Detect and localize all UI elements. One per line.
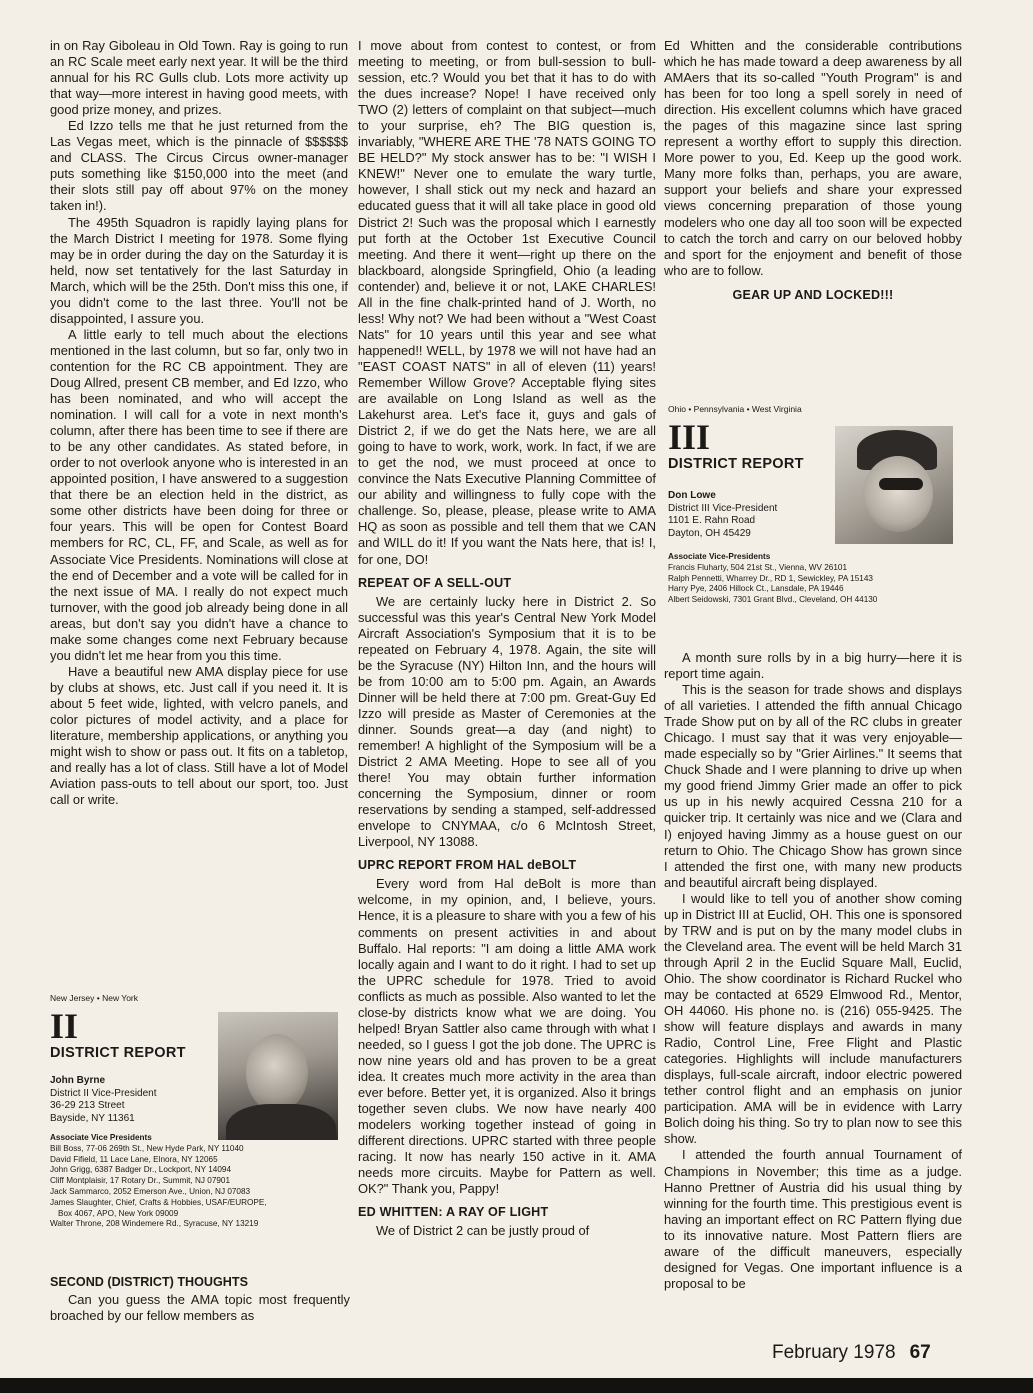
associate-line: David Fifield, 11 Lace Lane, Elnora, NY 12065	[50, 1154, 218, 1164]
district-3-associates-heading: Associate Vice-Presidents	[668, 552, 771, 561]
district-2-vp-title: District II Vice-President	[50, 1087, 157, 1099]
district-2-associates	[50, 1133, 350, 1230]
district-2-numeral: II	[50, 1006, 79, 1046]
gear-up-signoff: GEAR UP AND LOCKED!!!	[732, 287, 894, 302]
page-number: 67	[909, 1342, 931, 1363]
uprc-heading: UPRC REPORT FROM HAL deBOLT	[358, 858, 577, 873]
district-3-paragraph-1: A month sure rolls by in a big hurry—here it is report time again.	[664, 650, 962, 682]
associate-line: John Grigg, 6387 Badger Dr., Lockport, NY 14094	[50, 1165, 231, 1175]
district-2-vp-address-2: Bayside, NY 11361	[50, 1112, 135, 1124]
second-thoughts-heading: SECOND (DISTRICT) THOUGHTS	[50, 1275, 248, 1289]
district-3-states: Ohio • Pennsylvania • West Virginia	[668, 404, 802, 414]
district-3-vp-address-2: Dayton, OH 45429	[668, 527, 751, 539]
district-3-title: DISTRICT REPORT	[668, 456, 804, 472]
associate-line: James Slaughter, Chief, Crafts & Hobbies, USAF/EUROPE,	[50, 1197, 267, 1207]
col2-paragraph-1: I move about from contest to contest, or from meeting to meeting, or from bull-session to bull-session, etc.? Would you bet that it has to do with the dues increase? Nope! I have received only TWO (2) letters of complaint on that subject—much to your surprise, eh? The BIG question is, invariably, "WHERE ARE THE '78 NATS GOING TO BE HELD?" My stock answer has to be: "I WISH I KNEW!" Never one to emulate the wary turtle, however, I shall stick out my neck and hazard an educated guess that it will all take place in good old District 2! Such was the proposal which I earnestly put forth at the October 1st Executive Council meeting. And there it went—right up there on the blackboard, alongside Springfield, Ohio (a leading contender) and, believe it or not, LAKE CHARLES! All in the fine chalk-printed hand of J. Worth, no less! Why not? We had been without a "West Coast Nats" for 10 years until this year and see what happened!! WELL, by 1978 we will not have had an "EAST COAST NATS" in all of eleven (11) years! Remember Willow Grove? Acceptable flying sites are available on Long Island as well as the Lakehurst area. Let's face it, guys and gals of District 2, if we do get the Nats here, we are all going to have to work, work, work. In fact, if we are to get the nod, we must proceed at once to convince the Nats Executive Planning Committee of our ability and willingness to fully cope with the challenge. So, please, please, please write to AMA HQ as soon as possible and tell them that we CAN and WILL do it! If you want the Nats here, that is! I, for one, DO!	[358, 38, 656, 567]
associate-line: Box 4067, APO, New York 09009	[58, 1208, 179, 1218]
district-3-vp-name: Don Lowe	[668, 490, 716, 501]
district-2-states: New Jersey • New York	[50, 993, 139, 1003]
associate-line: Albert Seidowski, 7301 Grant Blvd., Cleveland, OH 44130	[668, 595, 878, 605]
whitten-paragraph: We of District 2 can be justly proud of	[376, 1223, 590, 1239]
district-2-vp-name: John Byrne	[50, 1075, 106, 1086]
bottom-band	[0, 1378, 1033, 1393]
page-footer	[772, 1342, 931, 1364]
column-1	[50, 38, 348, 808]
district-2-title: DISTRICT REPORT	[50, 1045, 186, 1061]
district-3-numeral: III	[668, 417, 711, 457]
district-3-paragraph-4: I attended the fourth annual Tournament of Champions in November; this time as a judge. Hanno Prettner of Austria did his usual thing by winning for the fourth time. This prestigious event is having an important effect on RC Pattern flying due to its innovative nature. Most Pattern fliers are aware of the difficult maneuvers, especially designed for Vegas. One important influence is a proposal to be	[664, 1147, 962, 1291]
district-3-paragraph-2: This is the season for trade shows and displays of all varieties. I attended the fifth annual Chicago Trade Show put on by all of the RC clubs in greater Chicago. I must say that it was very enjoyable—made especially so by "Grier Airlines." It seems that Chuck Shade and I were planning to drive up when my good friend Jimmy Grier made an offer to pick us up in his newly acquired Cessna 210 for a quicker trip. It certainly was nice and we (Clara and I) enjoyed having Jimmy as a house guest on our return to Ohio. The Chicago Show has grown since I attended the first one, with many new products and beautiful aircraft being displayed.	[664, 682, 962, 890]
associate-line: Jack Sammarco, 2052 Emerson Ave., Union, NJ 07083	[50, 1186, 251, 1196]
district-2-vp-address-1: 36-29 213 Street	[50, 1100, 125, 1111]
col1-paragraph-4: A little early to tell much about the elections mentioned in the last column, but so far, only two in contention for the RC CB appointment. They are Doug Allred, present CB member, and Ed Izzo, who has been nominated, and who will accept the nomination. I will call for a vote in next month's column, after there has been time to see if there are to be any other candidates. As stated before, in order to not overlook anyone who is interested in an appointed position, I have answered to a suggestion that there be an election held in the district, as some other districts have been doing for three or four years. This will be open for Contest Board members for RC, CL, FF, and Scale, as well as for Associate Vice Presidents. Nominations will close at the end of December and a vote will be called for in the next issue of MA. I really do not expect much turnover, with the good job already being done in all areas, but don't say you didn't have a chance to make some changes come next February because you didn't let me hear from you this time.	[50, 326, 348, 663]
associate-line: Bill Boss, 77-06 269th St., New Hyde Park, NY 11040	[50, 1143, 244, 1153]
col1-paragraph-5: Have a beautiful new AMA display piece for use by clubs at shows, etc. Just call if you need it. It is about 5 feet wide, lighted, with velcro panels, and color pictures of model activity, and a place for literature, membership applications, or anything you might wish to show or pass out. It fits on a tabletop, and really has a lot of class. Still have a lot of Model Aviation pass-outs to tell about our sport, too. Just call or write.	[50, 663, 348, 808]
district-3-associates	[668, 552, 968, 606]
associate-line: Francis Fluharty, 504 21st St., Vienna, WV 26101	[668, 562, 848, 572]
repeat-sellout-heading: REPEAT OF A SELL-OUT	[358, 575, 512, 590]
column-3-bottom	[664, 650, 962, 1292]
associate-line: Cliff Montplaisir, 17 Rotary Dr., Summit, NJ 07901	[50, 1176, 231, 1186]
second-thoughts-section	[50, 1274, 350, 1324]
column-3-top	[664, 38, 962, 306]
john-byrne-photo	[218, 1012, 338, 1140]
col1-paragraph-1: in on Ray Giboleau in Old Town. Ray is going to run an RC Scale meet early next year. It will be the third annual for his RC Gulls club. Lots more activity up that way—more interest in having good meets, with good prize money, and prizes.	[50, 38, 348, 118]
repeat-sellout-paragraph: We are certainly lucky here in District 2. So successful was this year's Central New York Model Aircraft Association's Symposium that it is to be repeated on February 4, 1978. Again, the site will be the Syracuse (NY) Hilton Inn, and the hours will be from 10:00 am to 5:00 pm. Again, an Awards Dinner will be held there at 7:00 pm. Great-Guy Ed Izzo will preside as Master of Ceremonies at the dinner. Sounds great—a day (and night) to remember! A highlight of the Symposium will be a District 2 AMA Meeting. Hope to see all of you there! You may obtain further information concerning the Symposium, dinner or room reservations by sending a stamped, self-addressed envelope to CNYMAA, c/o 6 McIntosh Street, Liverpool, NY 13088.	[358, 593, 656, 850]
col3-paragraph-1: Ed Whitten and the considerable contributions which he has made toward a deep awareness by all AMAers that its so-called "Youth Program" is and has been for too long a spell sorely in need of direction. His excellent columns which have graced the pages of this magazine since last spring represent a worthy effort to supply this direction. More power to you, Ed. Keep up the good work. Many more folks than, perhaps, you are aware, support your beliefs and share your expressed views concerning preparation of those young modelers who one day all too soon will be expected to catch the torch and carry on our beloved hobby and sport for the enjoyment and benefit of those who are to follow.	[664, 38, 962, 278]
column-2	[358, 38, 656, 1239]
col1-paragraph-2: Ed Izzo tells me that he just returned from the Las Vegas meet, which is the pinnacle of $$$$$$ and CLASS. The Circus Circus owner-manager puts something like $150,000 into the meet (and their slots still pay off about 97% on the money taken in!).	[50, 118, 348, 214]
district-3-vp-title: District III Vice-President	[668, 502, 778, 514]
district-3-vp-address-1: 1101 E. Rahn Road	[668, 515, 756, 526]
associate-line: Walter Throne, 208 Windemere Rd., Syracuse, NY 13219	[50, 1219, 259, 1229]
col1-paragraph-3: The 495th Squadron is rapidly laying plans for the March District I meeting for 1978. Some flying may be in order during the day on the Saturday it is held, now set tentatively for the last Saturday in March, which will be the 25th. Don't miss this one, if you didn't come to the last three. You'll not be disappointed, I assure you.	[50, 214, 348, 326]
district-3-paragraph-3: I would like to tell you of another show coming up in District III at Euclid, OH. This one is sponsored by TRW and is put on by the many model clubs in the Cleveland area. The event will be held March 31 through April 2 in the Euclid Square Mall, Euclid, Ohio. The show coordinator is Richard Ruckel who may be contacted at 6529 Elmwood Rd., Mentor, OH 44060. His phone no. is (216) 055-9425. The show will feature displays and awards in many Radio, Control Line, Free Flight and Plastic categories. Highlights will include manufacturers displays, full-scale aircraft, indoor electric powered tether control flight and an emphasis on junior participation. AMA will be in evidence with Larry Bolich doing his thing. So try to plan now to see this show.	[664, 890, 962, 1147]
associate-line: Harry Pye, 2406 Hillock Ct., Lansdale, PA 19446	[668, 584, 844, 594]
don-lowe-photo	[835, 426, 953, 544]
whitten-heading: ED WHITTEN: A RAY OF LIGHT	[358, 1205, 549, 1220]
issue-date: February 1978	[772, 1342, 896, 1363]
district-2-associates-heading: Associate Vice Presidents	[50, 1133, 152, 1142]
associate-line: Ralph Pennetti, Wharrey Dr., RD 1, Sewickley, PA 15143	[668, 573, 873, 583]
second-thoughts-paragraph: Can you guess the AMA topic most frequently broached by our fellow members as	[50, 1292, 350, 1323]
uprc-paragraph: Every word from Hal deBolt is more than welcome, in my opinion, and, I believe, yours. Hence, it is a pleasure to share with you a few of his comments on present activities in and about Buffalo. Hal reports: "I am doing a little AMA work locally again and I want to do it right. I had to set up the UPRC schedule for 1978. Tried to avoid conflicts as much as possible. Also wanted to let the close-by districts know what we are doing. You helped! Bryan Sattler also came through with what I needed, so I guess I got the job done. The UPRC is now nine years old and has proven to be a great idea. It creates much more activity in the area than ever before. Better yet, it is organized. Also it brings together seven clubs. We now have nearly 400 modelers working together instead of going in different directions. UPRC started with three people racing. It now has nearly 150 active in it. AMA needs more circuits. Maybe for Pattern as well. OK?" Thank you, Pappy!	[358, 876, 656, 1197]
